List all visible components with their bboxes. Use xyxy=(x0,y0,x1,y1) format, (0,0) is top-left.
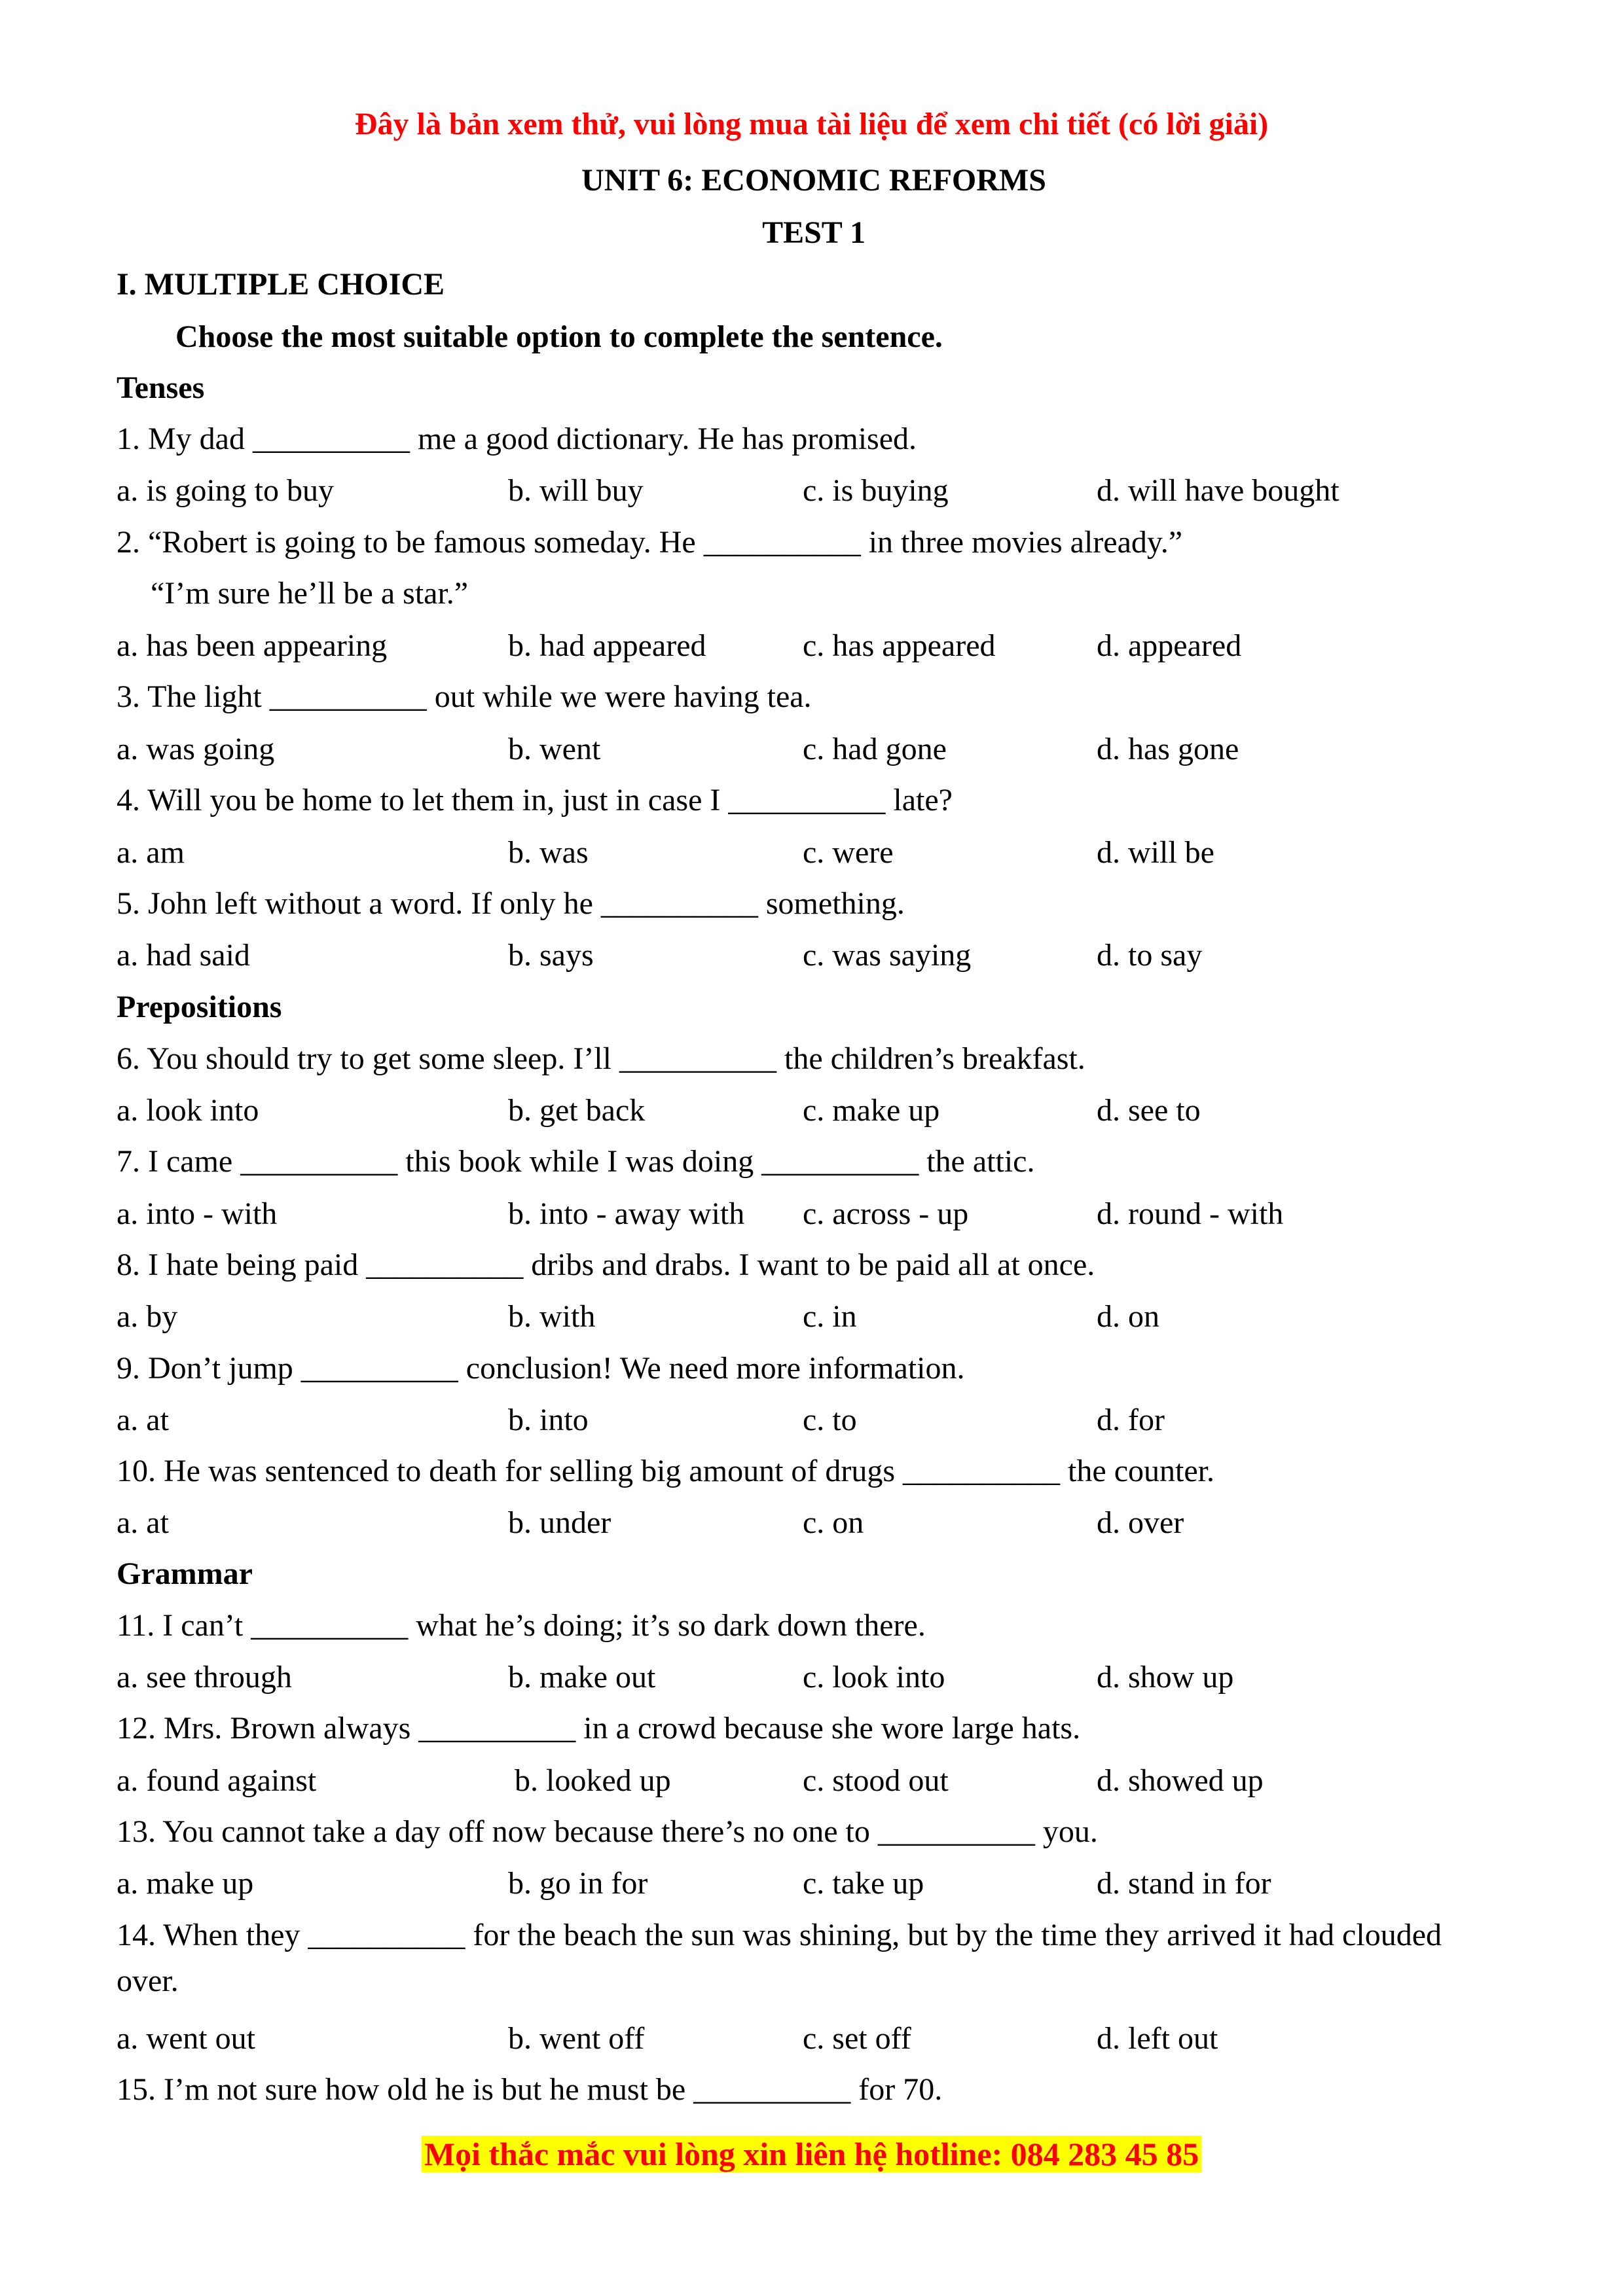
question-text: 3. The light __________ out while we were having tea. xyxy=(117,679,812,714)
question-text: 1. My dad __________ me a good dictionary. He has promised. xyxy=(117,422,917,456)
option-d: d. will have bought xyxy=(1097,473,1340,508)
group-heading-tenses: Tenses xyxy=(117,370,205,405)
group-heading-grammar: Grammar xyxy=(117,1556,253,1591)
option-d: d. stand in for xyxy=(1097,1866,1271,1901)
option-a: a. into - with xyxy=(117,1196,278,1231)
notice-top xyxy=(0,106,1623,142)
option-d: d. on xyxy=(1097,1299,1159,1334)
option-a: a. by xyxy=(117,1299,178,1334)
option-d: d. left out xyxy=(1097,2021,1218,2056)
option-b: b. went off xyxy=(508,2021,645,2056)
option-b: b. make out xyxy=(508,1660,656,1695)
option-c: c. on xyxy=(803,1505,864,1540)
question-text: 6. You should try to get some sleep. I’ll __________ the children’s breakfast. xyxy=(117,1041,1085,1076)
option-a: a. went out xyxy=(117,2021,255,2056)
option-b: b. under xyxy=(508,1505,611,1540)
option-c: c. has appeared xyxy=(803,628,996,663)
option-a: a. am xyxy=(117,835,185,870)
unit-title: UNIT 6: ECONOMIC REFORMS xyxy=(581,163,1046,198)
option-c: c. to xyxy=(803,1403,857,1437)
option-c: c. is buying xyxy=(803,473,949,508)
option-a: a. make up xyxy=(117,1866,254,1901)
notice-bottom xyxy=(0,2135,1623,2173)
question-text: 11. I can’t __________ what he’s doing; it’s so dark down there. xyxy=(117,1608,926,1643)
option-d: d. to say xyxy=(1097,938,1203,973)
option-a: a. look into xyxy=(117,1093,259,1128)
question-text: 14. When they __________ for the beach the sun was shining, but by the time they arrived it had clouded over. xyxy=(117,1918,1442,1998)
option-b: b. into - away with xyxy=(508,1196,745,1231)
option-a: a. is going to buy xyxy=(117,473,334,508)
question-text: 7. I came __________ this book while I was doing __________ the attic. xyxy=(117,1144,1035,1179)
option-a: a. at xyxy=(117,1403,169,1437)
option-d: d. showed up xyxy=(1097,1763,1264,1798)
option-d: d. round - with xyxy=(1097,1196,1284,1231)
option-a: a. had said xyxy=(117,938,250,973)
option-c: c. make up xyxy=(803,1093,940,1128)
option-c: c. take up xyxy=(803,1866,924,1901)
option-d: d. appeared xyxy=(1097,628,1242,663)
option-c: c. in xyxy=(803,1299,857,1334)
option-a: a. has been appearing xyxy=(117,628,388,663)
option-d: d. has gone xyxy=(1097,732,1239,766)
option-a: a. found against xyxy=(117,1763,317,1798)
notice-bottom-text: Mọi thắc mắc vui lòng xin liên hệ hotline: 084 283 45 85 xyxy=(422,2136,1201,2172)
option-c: c. was saying xyxy=(803,938,972,973)
option-c: c. look into xyxy=(803,1660,945,1695)
question-text: 12. Mrs. Brown always __________ in a crowd because she wore large hats. xyxy=(117,1711,1081,1746)
group-heading-prepositions: Prepositions xyxy=(117,990,282,1024)
option-b: b. go in for xyxy=(508,1866,648,1901)
question-text: 5. John left without a word. If only he __________ something. xyxy=(117,886,905,921)
question-text: 4. Will you be home to let them in, just in case I __________ late? xyxy=(117,783,953,817)
option-c: c. across - up xyxy=(803,1196,969,1231)
option-b: b. with xyxy=(508,1299,596,1334)
question-text-continued: “I’m sure he’ll be a star.” xyxy=(151,576,469,611)
option-a: a. see through xyxy=(117,1660,292,1695)
option-b: b. had appeared xyxy=(508,628,706,663)
notice-top-text: Đây là bản xem thử, vui lòng mua tài liệu để xem chi tiết (có lời giải) xyxy=(354,107,1269,141)
option-b: b. went xyxy=(508,732,601,766)
option-d: d. will be xyxy=(1097,835,1214,870)
question-text: 2. “Robert is going to be famous someday. He __________ in three movies already.” xyxy=(117,525,1183,560)
option-b: b. into xyxy=(508,1403,589,1437)
option-b: b. looked up xyxy=(515,1763,671,1798)
option-b: b. will buy xyxy=(508,473,644,508)
option-c: c. stood out xyxy=(803,1763,949,1798)
question-text: 10. He was sentenced to death for selling big amount of drugs __________ the counter. xyxy=(117,1454,1214,1488)
question-text: 9. Don’t jump __________ conclusion! We need more information. xyxy=(117,1351,965,1386)
option-d: d. see to xyxy=(1097,1093,1201,1128)
option-c: c. had gone xyxy=(803,732,947,766)
option-d: d. for xyxy=(1097,1403,1165,1437)
instruction: Choose the most suitable option to complete the sentence. xyxy=(175,319,943,354)
option-c: c. were xyxy=(803,835,894,870)
option-b: b. says xyxy=(508,938,594,973)
option-d: d. show up xyxy=(1097,1660,1234,1695)
section-title: I. MULTIPLE CHOICE xyxy=(117,267,445,302)
question-text: 8. I hate being paid __________ dribs and drabs. I want to be paid all at once. xyxy=(117,1247,1095,1282)
question-text: 13. You cannot take a day off now because there’s no one to __________ you. xyxy=(117,1814,1098,1849)
option-b: b. get back xyxy=(508,1093,646,1128)
option-b: b. was xyxy=(508,835,589,870)
option-c: c. set off xyxy=(803,2021,911,2056)
question-text: 15. I’m not sure how old he is but he must be __________ for 70. xyxy=(117,2072,943,2107)
test-title: TEST 1 xyxy=(762,215,866,250)
option-a: a. was going xyxy=(117,732,275,766)
option-a: a. at xyxy=(117,1505,169,1540)
option-d: d. over xyxy=(1097,1505,1184,1540)
